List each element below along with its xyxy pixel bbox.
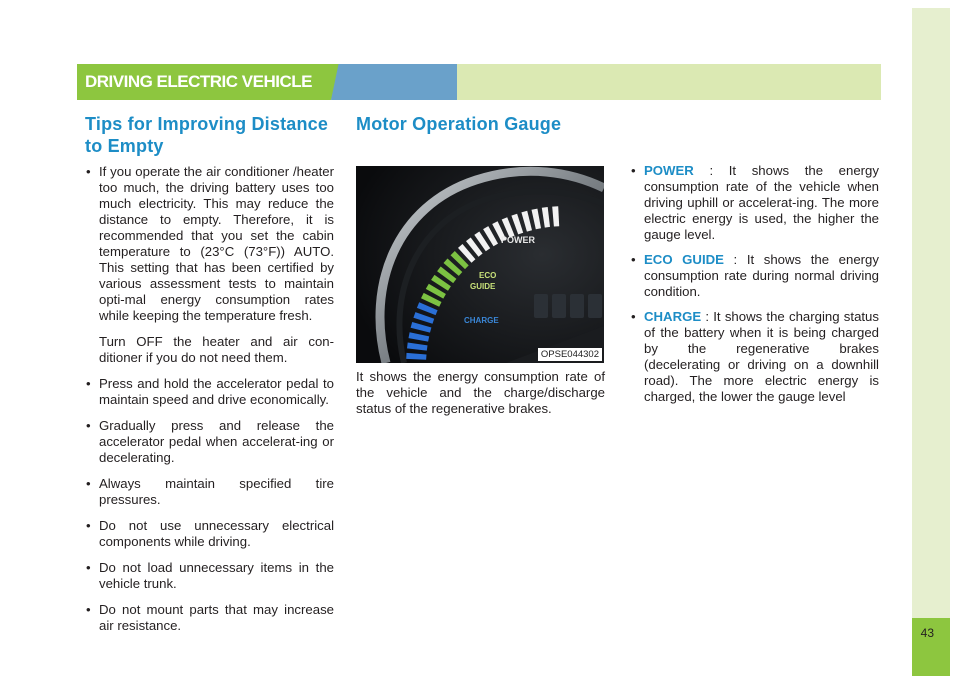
tip-item: • Always maintain specified tire pressures. xyxy=(75,476,334,508)
tips-heading xyxy=(85,113,335,157)
motor-gauge-image xyxy=(356,166,604,363)
gauge-label-eco: ECO xyxy=(479,271,497,280)
gauge-label-guide: GUIDE xyxy=(470,282,496,291)
definitions-column xyxy=(628,163,879,414)
tip-item: • If you operate the air conditioner /heater too much, the driving battery uses too much electricity. This may reduce the distance to empty. Therefore, it is recommended that you set the cabin temperature to (23°C (73°F)) AUTO. This setting that has been certified by various assessment tests to maintain opti-mal energy consumption rates while keeping the temperature fresh. xyxy=(75,164,334,324)
tip-continuation: Turn OFF the heater and air con-ditioner if you do not need them. xyxy=(99,334,334,365)
tips-heading-line2: to Empty xyxy=(85,136,164,156)
tips-heading-line1: Tips for Improving Distance xyxy=(85,114,329,134)
gauge-label-charge: CHARGE xyxy=(464,316,499,325)
header-blue-block xyxy=(331,64,457,100)
gauge-illustration xyxy=(356,166,604,363)
tip-item: • Gradually press and release the accelerator pedal when accelerat-ing or decelerating. xyxy=(75,418,334,466)
tip-item: • Do not use unnecessary electrical components while driving. xyxy=(75,518,334,550)
gauge-description: It shows the energy consumption rate of the vehicle and the charge/discharge status of the regenerative brakes. xyxy=(356,369,605,416)
image-code-label: OPSE044302 xyxy=(538,348,602,361)
tips-list xyxy=(75,164,334,324)
definition-eco-guide xyxy=(628,252,879,300)
definitions-list xyxy=(628,163,879,405)
term-charge: CHARGE xyxy=(644,309,702,324)
tips-list-continued xyxy=(75,376,334,634)
definition-power-text: : It shows the energy consumption rate of the vehicle when driving uphill or accelerat-ing. The more electric energy is used, the higher the gauge level. xyxy=(644,163,879,242)
tip-item: • Do not mount parts that may increase air resistance. xyxy=(75,602,334,634)
section-title: DRIVING ELECTRIC VEHICLE xyxy=(85,72,312,91)
tips-column xyxy=(75,164,334,644)
tip-item: • Press and hold the accelerator pedal to maintain speed and drive economically. xyxy=(75,376,334,408)
side-strip xyxy=(912,8,950,618)
definition-charge xyxy=(628,309,879,405)
tip-item: • Do not load unnecessary items in the vehicle trunk. xyxy=(75,560,334,592)
gauge-label-power: POWER xyxy=(501,235,536,245)
motor-gauge-heading: Motor Operation Gauge xyxy=(356,114,562,134)
term-power: POWER xyxy=(644,163,694,178)
term-eco-guide: ECO GUIDE xyxy=(644,252,724,267)
definition-eco-guide-text: : It shows the energy consumption rate during normal driving condition. xyxy=(644,252,879,299)
page-number: 43 xyxy=(920,626,934,640)
definition-charge-text: : It shows the charging status of the battery when it is being charged by the regenerative brakes (decelerating or driving on a downhill road). The more electric energy is charged, the lower the gauge level xyxy=(644,309,879,404)
definition-power xyxy=(628,163,879,243)
